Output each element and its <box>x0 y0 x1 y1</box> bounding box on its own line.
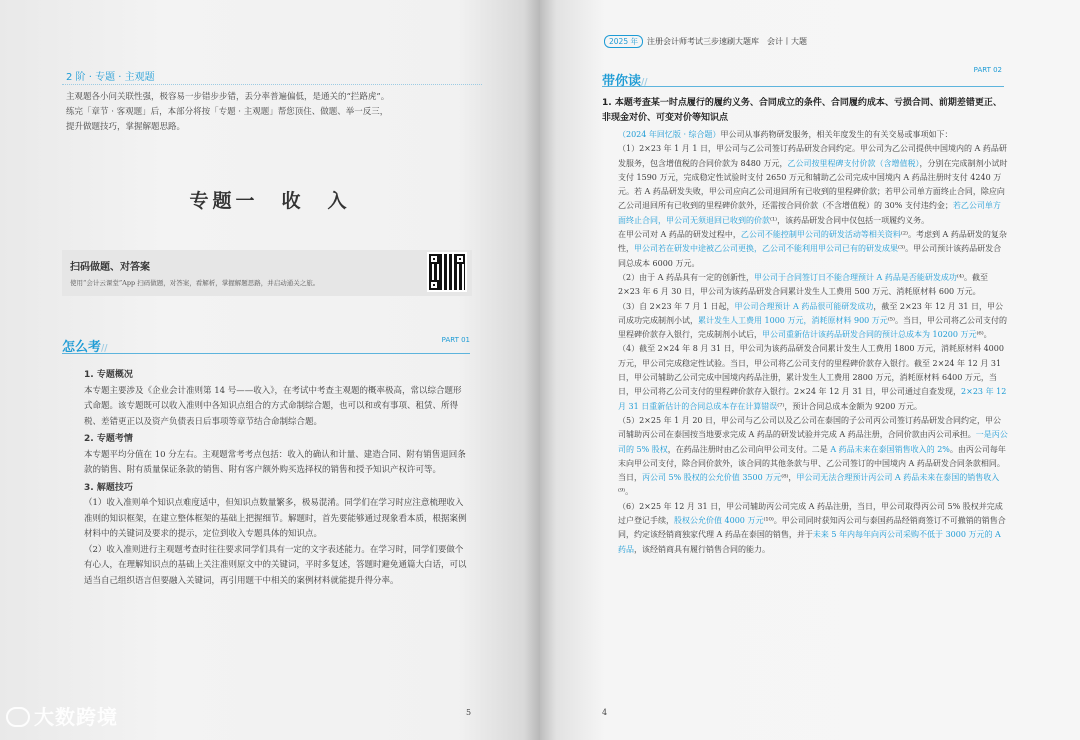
highlight-run: 乙公司按里程碑支付价款（含增值税） <box>787 158 920 168</box>
heading-slash-icon: // <box>101 344 108 354</box>
scan-description: 使用“会计云课堂”App 扫码做题，对答案，看解析，掌握解题思路，并启动通关之旅。 <box>70 279 320 287</box>
part-label: PART 02 <box>973 66 1002 74</box>
text-run: （5）2×25 年 1 月 20 日，甲公司与乙公司以及乙公司在泰国的子公司丙公司签订药品研发合同约定，甲公司辅助丙公司在泰国按当地要求完成 A 药品的研发试验并完成 A 药品注册，合同价款由丙公司承担。 <box>618 415 1002 440</box>
highlight-run: A 药品未来在泰国销售收入的 2% <box>830 444 950 454</box>
left-body <box>84 366 469 589</box>
highlight-run: 乙公司不能控制甲公司的研发活动等相关资料 <box>740 230 901 240</box>
section-heading: 1. 专题概况 <box>84 370 133 380</box>
watermark <box>6 701 118 730</box>
text-run: ⁽⁵⁾。当日，甲公司将乙公司支付的里程碑价款存入银行，完成制剂小试后， <box>618 315 1007 340</box>
question-paragraph <box>618 342 1008 413</box>
highlight-run: （2024 年回忆版 · 综合题） <box>618 130 721 139</box>
text-run: ，该经销商具有履行销售合同的能力。 <box>634 544 770 554</box>
text-run: ，分别在完成制剂小试时支付 1590 万元，完成稳定性试验时支付 2650 万元和辅助乙公司完成中国境内 A 药品注册时支付 4240 万元。若 A 药品研发失败，甲公司应向乙公司退回所有已收到的里程碑价款；若甲公司单方面终止合同，除应向乙公司退回所有已收到的里程碑价款外，还需按合同价款（不含增值税）的 30% 支付违约金； <box>618 158 1008 211</box>
heading-slash-icon: // <box>641 78 648 88</box>
text-run: ，截至 2×23 年 12 月 31 日，甲公司成功完成制剂小试， <box>618 301 1003 325</box>
highlight-run: 一是丙公司的 5% 股权 <box>618 430 1008 454</box>
text-run: 。由丙公司每年末向甲公司支付，除合同价款外，该合同的其他条款与甲、乙公司签订的中国境内 A 药品研发合同条款相同。当日， <box>618 444 1006 483</box>
intro-text <box>66 90 466 135</box>
qr-code-icon[interactable] <box>427 252 467 292</box>
section-paragraph: 本专题平均分值在 10 分左右。主观题常考考点包括：收入的确认和计量、建造合同、附有销售退回条款的销售、附有质量保证条款的销售、附有客户额外购买选择权的销售和授予知识产权许可等。 <box>84 449 466 475</box>
lead-heading-text: 带你读 <box>602 74 642 89</box>
section-paragraph: （2）收入准则进行主观题考查时往往要求同学们具有一定的文字表述能力。在学习时，同学们要做个有心人，在理解知识点的基础上关注准则原文中的关键词，平时多复述，答题时避免通篇大白话，可以适当自己组织语言但要融入关键词，再引用题干中相关的案例材料就能提升得分率。 <box>84 544 467 586</box>
text-run: ⁽³⁾。甲公司预计该药品研发合同总成本 6000 万元。 <box>618 244 1002 268</box>
text-run: ⁽²⁾。考虑到 A 药品研发的复杂性， <box>618 230 1007 254</box>
section-heading: 2. 专题考情 <box>84 434 133 444</box>
right-page <box>540 0 1080 740</box>
highlight-run: 股权公允价值 4000 万元 <box>674 516 764 526</box>
text-run: 在甲公司对 A 药品的研发过程中， <box>618 230 741 240</box>
text-run: ⁽⁷⁾，预计合同总成本金额为 9200 万元。 <box>777 401 922 411</box>
lead-divider <box>602 86 1004 87</box>
text-run: 甲公司从事药物研发服务，相关年度发生的有关交易或事项如下： <box>720 130 953 139</box>
question-paragraph <box>618 142 1008 228</box>
topic-title: 专题一 收 入 <box>189 190 351 212</box>
page-number: 5 <box>466 708 472 717</box>
highlight-run: 甲公司重新估计该药品研发合同的预计总成本为 10200 万元 <box>762 330 977 340</box>
section-paragraph: （1）收入准则单个知识点难度适中，但知识点数量繁多，极易混淆。同学们在学习时应注意梳理收入准则的知识框架，在建立整体框架的基础上把握细节。解题时，首先要能够通过现象看本质，根据案例材料中的关键词及要求的提示，定位到收入专题具体的知识点。 <box>84 498 467 539</box>
stage-divider <box>62 84 482 85</box>
text-run: （4）截至 2×24 年 8 月 31 日，甲公司为该药品研发合同累计发生人工费用 1800 万元，消耗原材料 4000 万元，甲公司完成稳定性试验。当日，甲公司将乙公司支付的里程碑价款存入银行。截至 2×24 年 12 月 31 日，甲公司辅助乙公司完成中国境内药品注册，累计发生人工费用 2800 万元，消耗原材料 6400 万元，当日，甲公司将乙公司支付的里程碑价款存入银行。2×24 年 12 月 31 日，甲公司通过自查发现， <box>618 344 1004 397</box>
text-run: （2）由于 A 药品具有一定的创新性， <box>618 272 754 282</box>
watermark-logo-icon <box>6 707 30 727</box>
question-paragraph <box>618 500 1008 557</box>
intro-line: 主观题各小问关联性强，极容易一步错步步错，丢分率普遍偏低，是通关的“拦路虎”。 <box>66 92 390 102</box>
text-run: ⁽¹⁰⁾。甲公司同时获知丙公司与泰国药品经销商签订不可撤销的销售合同，约定该经销商独家代理 A 药品在泰国的销售，并于 <box>618 516 1006 540</box>
text-run: ，在药品注册时由乙公司向甲公司支付。二是 <box>667 444 831 454</box>
text-run: ⁽⁴⁾。截至 2×23 年 6 月 30 日，甲公司为该药品研发合同累计发生人工费用 500 万元、消耗原材料 600 万元。 <box>618 272 988 297</box>
highlight-run: 甲公司合理预计 A 药品很可能研发成功 <box>734 301 874 311</box>
watermark-text: 大数跨境 <box>34 705 118 729</box>
text-run: ⁽⁹⁾。 <box>618 487 634 497</box>
highlight-run: 甲公司若在研发中途被乙公司更换，乙公司不能利用甲公司已有的研发成果 <box>634 244 898 254</box>
question-paragraph <box>618 228 1008 271</box>
highlight-run: 甲公司无法合理预计丙公司 A 药品未来在泰国的销售收入 <box>796 473 1000 483</box>
page-number: 4 <box>602 708 608 717</box>
intro-line: 提升做题技巧，掌握解题思路。 <box>66 122 186 132</box>
how-divider <box>62 353 470 354</box>
highlight-run: 2×23 年 12 月 31 日重新估计的合同总成本存在计算错误 <box>618 387 1007 411</box>
question-title: 1. 本题考查某一时点履行的履约义务、合同成立的条件、合同履约成本、亏损合同、前期差错更正、非现金对价、可变对价等知识点 <box>602 98 1002 123</box>
part-label: PART 01 <box>441 336 470 344</box>
text-run: ⁽⁸⁾， <box>781 473 797 483</box>
text-run: （6）2×25 年 12 月 31 日，甲公司辅助丙公司完成 A 药品注册，当日，甲公司取得丙公司 5% 股权并完成过户登记手续， <box>618 501 1003 526</box>
year-badge: 2025 年 <box>604 35 643 48</box>
question-paragraph <box>618 128 1008 142</box>
highlight-run: 甲公司于合同签订日不能合理预计 A 药品是否能研发成功 <box>753 272 957 282</box>
how-heading-text: 怎么考 <box>62 340 102 355</box>
text-run: ⁽⁶⁾。 <box>976 330 992 340</box>
highlight-run: 丙公司 5% 股权的公允价值 3500 万元 <box>642 473 782 483</box>
text-run: （1）2×23 年 1 月 1 日，甲公司与乙公司签订药品研发合同约定。甲公司为乙公司提供中国境内的 A 药品研发服务，包含增值税的合同价款为 8480 万元， <box>618 144 1007 168</box>
text-run: （3）自 2×23 年 7 月 1 日起， <box>618 301 735 311</box>
highlight-run: 累计发生人工费用 1000 万元，消耗原材料 900 万元 <box>698 315 888 325</box>
highlight-run: 若乙公司单方面终止合同，甲公司无须退回已收到的价款 <box>618 201 1001 225</box>
intro-line: 练完「章节 · 客观题」后，本部分将按「专题 · 主观题」帮您顶住、做题、举一反三， <box>66 107 389 117</box>
book-title: 注册会计师考试三步速刷大题库 会计丨大题 <box>646 37 807 46</box>
section-paragraph: 本专题主要涉及《企业会计准则第 14 号——收入》，在考试中考查主观题的概率极高，常以综合题形式命题。该专题既可以收入准则中各知识点组合的方式命制综合题，也可以和或有事项、租赁、所得税、差错更正以及资产负债表日后事项等章节结合命制综合题。 <box>84 385 462 427</box>
text-run: ⁽¹⁾，该药品研发合同中仅包括一项履约义务。 <box>770 215 930 225</box>
question-paragraph <box>618 271 1008 300</box>
scan-box <box>62 250 472 296</box>
stage-heading: 2 阶 · 专题 · 主观题 <box>66 72 155 83</box>
section-heading: 3. 解题技巧 <box>84 482 133 493</box>
book-header <box>604 35 807 48</box>
question-body <box>618 128 1008 557</box>
highlight-run: 未来 5 年内每年向丙公司采购不低于 3000 万元的 A 药品 <box>618 530 1001 554</box>
question-paragraph <box>618 300 1008 343</box>
question-paragraph <box>618 414 1008 500</box>
scan-title: 扫码做题、对答案 <box>70 262 150 273</box>
